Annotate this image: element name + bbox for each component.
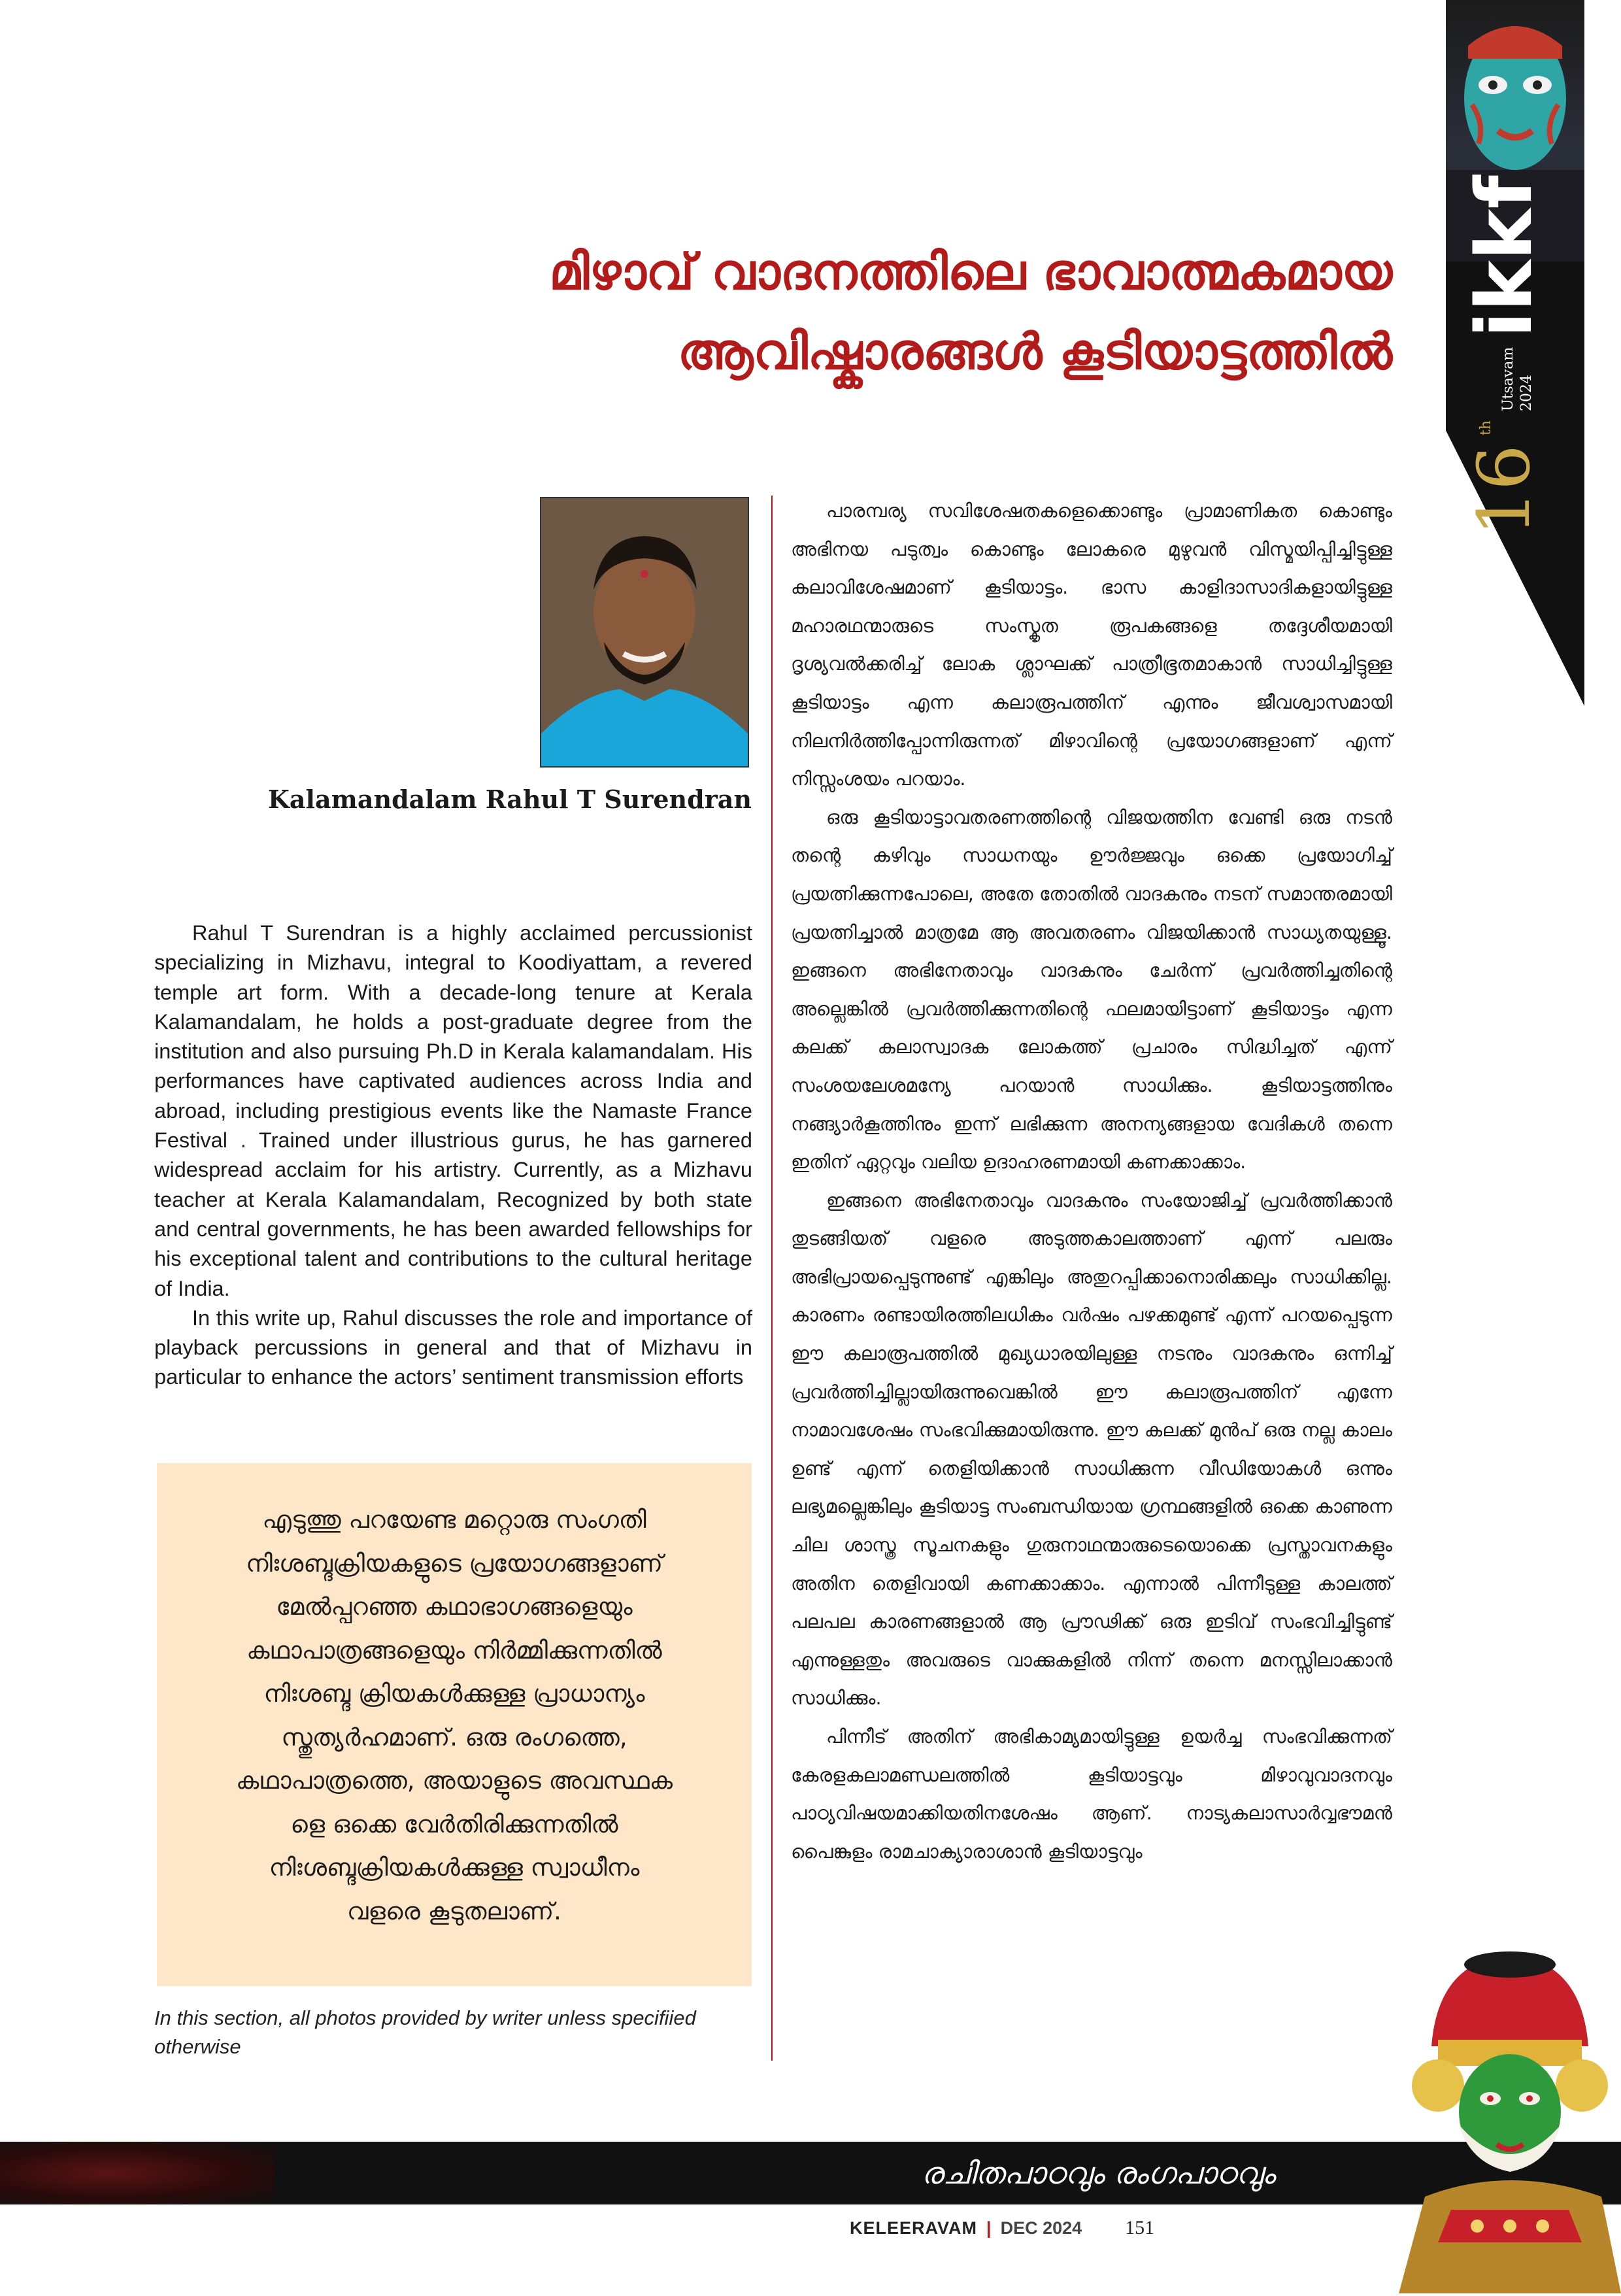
article-paragraph-1: പാരമ്പര്യ സവിശേഷതകളെക്കൊണ്ടും പ്രാമാണികത കൊണ്ടും അഭിനയ പടുത്വം കൊണ്ടും ലോകരെ മുഴുവൻ വിസ്മയിപ്പിച്ചിട്ടുള്ള കലാവിശേഷമാണ് കൂടിയാട്ടം. ഭാസ കാളിദാസാദികളായിട്ടുള്ള മഹാരഥന്മാരുടെ സംസ്കൃത രൂപകങ്ങളെ തദ്ദേശീയമായി ദൃശ്യവൽക്കരിച്ച് ലോക ശ്ലാഘക്ക് പാത്രീഭൂതമാകാൻ സാധിച്ചിട്ടുള്ള കൂടിയാട്ടം എന്ന കലാരൂപത്തിന് എന്നും ജീവശ്വാസമായി നിലനിർത്തിപ്പോന്നിരുന്നത് മിഴാവിന്റെ പ്രയോഗങ്ങളാണ് എന്ന് നിസ്സംശയം പറയാം. [791,499,1392,790]
photo-credit-note: In this section, all photos provided by writer unless specifiied otherwise [154,2006,696,2058]
kathakali-dancer-image [1386,1935,1621,2293]
festival-logo [1459,175,1549,536]
quote-line: നിഃശബ്ദക്രിയകൾക്കുള്ള സ്വാധീനം [269,1853,640,1882]
footer-tagline: രചിതപാഠവും രംഗപാഠവും [921,2155,1275,2191]
title-line-2: ആവിഷ്കാരങ്ങൾ കൂടിയാട്ടത്തിൽ [677,322,1392,380]
quote-line: മേൽപ്പറഞ്ഞ കഥാഭാഗങ്ങളെയും [276,1593,633,1621]
quote-line: സ്തുത്യർഹമാണ്. ഒരു രംഗത്തെ, [281,1723,627,1751]
portrait-illustration [541,498,748,766]
bio-paragraph-2: In this write up, Rahul discusses the role and importance of playback percussions in general and that of Mizhavu in particular to enhance the actors’ sentiment transmission efforts [154,1306,752,1389]
logo-tag-year: 2024 [1518,375,1535,411]
quote-line: എടുത്തു പറയേണ്ട മറ്റൊരു സംഗതി [262,1506,646,1534]
dancer-illustration [1386,1935,1621,2293]
logo-brand: ikkf [1459,175,1549,338]
page-footer [850,2215,1242,2241]
page-number: 151 [1125,2217,1155,2238]
article-body [791,492,1392,1870]
author-portrait [540,497,749,768]
column-divider [771,496,773,2061]
quote-line: ളെ ഒക്കെ വേർതിരിക്കുന്നതിൽ [290,1810,618,1838]
article-paragraph-3: ഇങ്ങനെ അഭിനേതാവും വാദകനും സംയോജിച്ച് പ്രവർത്തിക്കാൻ തുടങ്ങിയത് വളരെ അടുത്തകാലത്താണ് എന്ന് പലരും അഭിപ്രായപ്പെടുന്നുണ്ട് എങ്കിലും അതുറപ്പിക്കാനൊരിക്കലും സാധിക്കില്ല. കാരണം രണ്ടായിരത്തിലധികം വർഷം പഴക്കമുണ്ട് എന്ന് പറയപ്പെടുന്ന ഈ കലാരൂപത്തിൽ മുഖ്യധാരയിലുള്ള നടനും വാദകനും ഒന്നിച്ച് പ്രവർത്തിച്ചില്ലായിരുന്നുവെങ്കിൽ ഈ കലാരൂപത്തിന് എന്നേ നാമാവശേഷം സംഭവിക്കുമായിരുന്നു. ഈ കലക്ക് മുൻപ് ഒരു നല്ല കാലം ഉണ്ട് എന്ന് തെളിയിക്കാൻ സാധിക്കുന്ന വീഡിയോകൾ ഒന്നും ലഭ്യമല്ലെങ്കിലും കൂടിയാട്ട സംബന്ധിയായ ഗ്രന്ഥങ്ങളിൽ ഒക്കെ കാണുന്ന ചില ശാസ്ത്ര സൂചനകളും ഗുരുനാഥന്മാരുടെയൊക്കെ പ്രസ്താവനകളും അതിന തെളിവായി കണക്കാക്കാം. എന്നാൽ പിന്നീടുള്ള കാലത്ത് പലപല കാരണങ്ങളാൽ ആ പ്രൗഢിക്ക് ഒരു ഇടിവ് സംഭവിച്ചിട്ടുണ്ട് എന്നുള്ളതും അവരുടെ വാക്കുകളിൽ നിന്ന് തന്നെ മനസ്സിലാക്കാൻ സാധിക്കും. [791,1189,1392,1710]
bio-paragraph-1: Rahul T Surendran is a highly acclaimed percussionist specializing in Mizhavu, integral to Koodiyattam, a revered temple art form. With a decade-long tenure at Kerala Kalamandalam, he holds a post-graduate degree from the institution and also pursuing Ph.D in Kerala kalamandalam. His performances have captivated audiences across India and abroad, including prestigious events like the Namaste France Festival . Trained under illustrious gurus, he has garnered widespread acclaim for his artistry. Currently, as a Mizhavu teacher at Kerala Kalamandalam, Recognized by both state and central governments, he has been awarded fellowships for his exceptional talent and contributions to the cultural heritage of India. [154,921,752,1300]
footer-band-texture [0,2142,275,2204]
pull-quote [157,1463,752,1986]
title-line-1: മിഴാവ് വാദനത്തിലെ ഭാവാത്മകമായ [549,243,1392,301]
footer-separator: | [986,2218,992,2238]
author-name: Kalamandalam Rahul T Surendran [267,785,752,814]
quote-line: കഥാപാത്രത്തെ, അയാളുടെ അവസ്ഥക [235,1766,673,1795]
logo-number: 16 [1462,445,1546,536]
magazine-name: KELEERAVAM [850,2218,978,2238]
article-title [392,232,1392,392]
quote-line: കഥാപാത്രങ്ങളെയും നിർമ്മിക്കുന്നതിൽ [246,1636,662,1664]
quote-line: നിഃശബ്ദ ക്രിയകൾക്കുള്ള പ്രാധാന്യം [263,1680,645,1708]
article-paragraph-4: പിന്നീട് അതിന് അഭികാമ്യമായിട്ടുള്ള ഉയർച്ച സംഭവിക്കുന്നത് കേരളകലാമണ്ഡലത്തിൽ കൂടിയാട്ടവും മിഴാവുവാദനവും പാഠ്യവിഷയമാക്കിയതിനശേഷം ആണ്. നാട്യകലാസാർവ്വഭൗമൻ പൈങ്കുളം രാമചാക്യാരാശാൻ കൂടിയാട്ടവും [791,1725,1392,1863]
article-paragraph-2: ഒരു കൂടിയാട്ടാവതരണത്തിന്റെ വിജയത്തിന വേണ്ടി ഒരു നടൻ തന്റെ കഴിവും സാധനയും ഊർജ്ജവും ഒക്കെ പ്രയോഗിച്ച് പ്രയത്നിക്കുന്നപോലെ, അതേ തോതിൽ വാദകനും നടന് സമാന്തരമായി പ്രയത്നിച്ചാൽ മാത്രമേ ആ അവതരണം വിജയിക്കാൻ സാധ്യതയുള്ളൂ. ഇങ്ങനെ അഭിനേതാവും വാദകനും ചേർന്ന് പ്രവർത്തിച്ചതിന്റെ അല്ലെങ്കിൽ പ്രവർത്തിക്കുന്നതിന്റെ ഫലമായിട്ടാണ് കൂടിയാട്ടം എന്ന കലക്ക് കലാസ്വാദക ലോകത്ത് പ്രചാരം സിദ്ധിച്ചത് എന്ന് സംശയലേശമന്യേ പറയാൻ സാധിക്കും. കൂടിയാട്ടത്തിനും നങ്ങ്യാർകൂത്തിനും ഇന്ന് ലഭിക്കുന്ന അനന്യങ്ങളായ വേദികൾ തന്നെ ഇതിന് ഏറ്റവും വലിയ ഉദാഹരണമായി കണക്കാക്കാം. [791,805,1392,1173]
quote-line: വളരെ കൂടുതലാണ്. [347,1897,561,1925]
quote-line: നിഃശബ്ദക്രിയകളുടെ പ്രയോഗങ്ങളാണ് [246,1549,663,1578]
author-bio [154,919,752,1393]
issue-date: DEC 2024 [1000,2218,1082,2238]
logo-tag-utsavam: Utsavam [1500,346,1516,411]
logo-ordinal: th [1478,420,1494,436]
